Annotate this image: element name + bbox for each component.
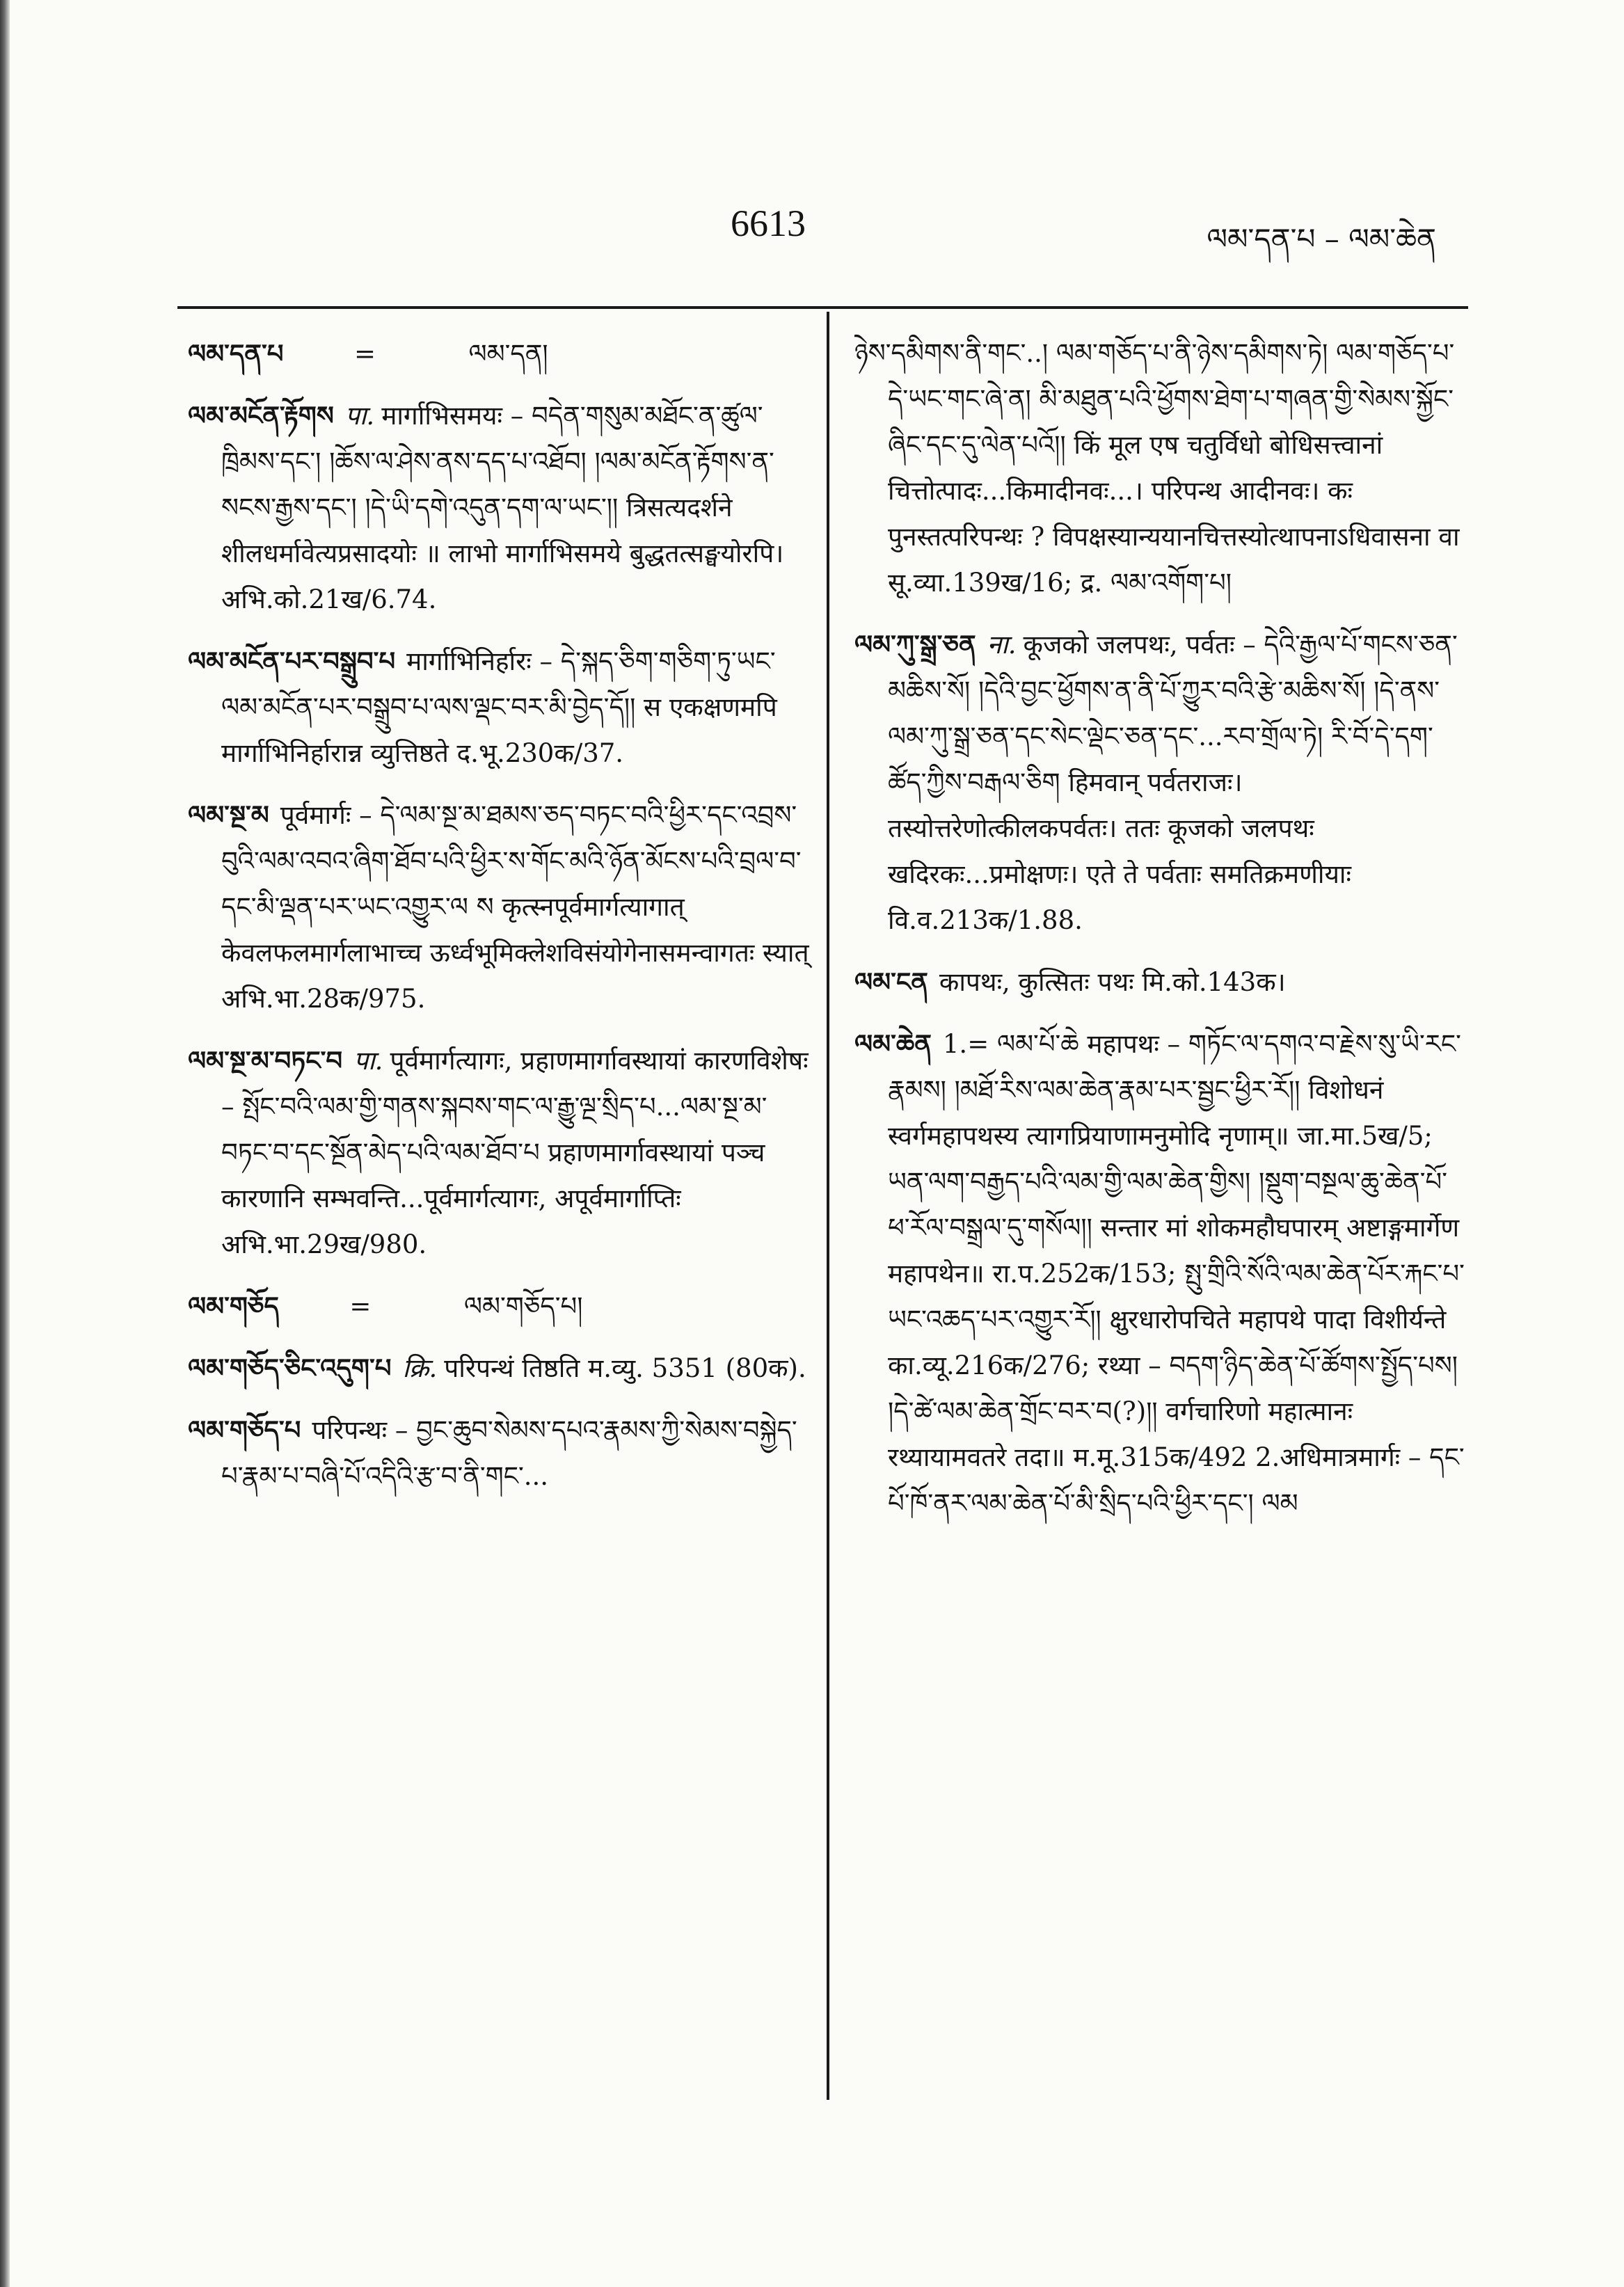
entry-body: ཉེས་དམིགས་ནི་གང་..། ལམ་གཅོད་པ་ནི་ཉེས་དམིགས་ཏེ། ལམ་གཅོད་པ་དེ་ཡང་གང་ཞེ་ན། མི་མཐུན་པའི་ཕྱོགས་ཐེག་པ་གཞན་གྱི་སེམས་སྐྱོང་ཞིང་དང་དུ་ལེན་པའོ།། किं मूल एष चतुर्विधो बोधिसत्त्वानां चित्तोत्पादः...किमादीनवः...। परिपन्थ आदीनवः। कः पुनस्तत्परिपन्थः ? विपक्षस्यान्ययानचित्तस्योत्थापनाऽधिवासना वा सू.व्या.139ख/16; द्र. ལམ་འགོག་པ། — [854, 338, 1460, 598]
dictionary-entry — [188, 330, 814, 377]
running-head: ལམ་དན་པ – ལམ་ཆེན — [1207, 222, 1436, 256]
dictionary-entry — [188, 1407, 814, 1499]
dictionary-entry — [188, 392, 814, 623]
headword: ལམ་གཅོད་པ — [188, 1415, 301, 1445]
grammar-label: पा. — [344, 401, 375, 431]
headword: ལམ་ངན — [854, 966, 928, 997]
grammar-label: क्रि. — [402, 1353, 438, 1383]
grammar-label: पा. — [353, 1046, 383, 1076]
entry-body: परिपन्थं तिष्ठति म.व्यु. 5351 (80क). — [444, 1353, 806, 1383]
grammar-label: ना. — [987, 630, 1017, 660]
header-rule — [177, 306, 1468, 309]
dictionary-entry — [188, 1283, 814, 1330]
dictionary-entry — [188, 792, 814, 1022]
column-divider — [827, 312, 829, 2100]
headword: ལམ་ཆེན — [854, 1028, 932, 1059]
dictionary-entry — [188, 1037, 814, 1268]
headword: ལམ་གཅོད་ཅིང་འདུག་པ — [188, 1353, 392, 1383]
headword: ལམ་གཅོད — [188, 1291, 279, 1321]
headword: ལམ་མངོན་པར་བསྒྲུབ་པ — [188, 646, 396, 676]
right-column — [854, 330, 1467, 2153]
dictionary-entry — [854, 621, 1467, 943]
scan-shadow-edge — [0, 0, 10, 2287]
entry-body: परिपन्थः – བྱང་ཆུབ་སེམས་དཔའ་རྣམས་ཀྱི་སེམས་བསྐྱེད་པ་རྣམ་པ་བཞི་པོ་འདིའི་རྩ་བ་ནི་གང་... — [221, 1415, 797, 1491]
entry-body: पूर्वमार्गत्यागः, प्रहाणमार्गावस्थायां कारणविशेषः – སྤོང་བའི་ལམ་གྱི་གནས་སྐབས་གང་ལ་རྒྱུ་ལྔ་སྲིད་པ...ལམ་སྔ་མ་བཏང་བ་དང་སྔོན་མེད་པའི་ལམ་ཐོབ་པ प्रहाणमार्गावस्थायां पञ्च कारणानि सम्भवन्ति...पूर्वमार्गत्यागः, अपूर्वमार्गाप्तिः अभि.भा.29ख/980. — [221, 1046, 809, 1259]
equals-sign: = — [353, 339, 376, 369]
dictionary-entry — [854, 1021, 1467, 1527]
entry-body: पूर्वमार्गः – དེ་ལམ་སྔ་མ་ཐམས་ཅད་བཏང་བའི་ཕྱིར་དང་འབྲས་བུའི་ལམ་འབའ་ཞིག་ཐོབ་པའི་ཕྱིར་ས་གོང་མའི་ཉོན་མོངས་པའི་བྲལ་བ་དང་མི་ལྡན་པར་ཡང་འགྱུར་ལ ས कृत्स्नपूर्वमार्गत्यागात् केवलफलमार्गलाभाच्च ऊर्ध्वभूमिक्लेशविसंयोगेनासमन्वागतः स्यात् अभि.भा.28क/975. — [221, 800, 809, 1014]
entry-body: 1.= ལམ་པོ་ཆེ महापथः – གཏོང་ལ་དགའ་བ་རྗེས་སུ་ཡི་རང་རྣམས། །མཐོ་རིས་ལམ་ཆེན་རྣམ་པར་སྦྱང་ཕྱིར་རོ།། विशोधनं स्वर्गमहापथस्य त्यागप्रियाणामनुमोदि नृणाम्॥ जा.मा.5ख/5; ཡན་ལག་བརྒྱད་པའི་ལམ་གྱི་ལམ་ཆེན་གྱིས། །སྡུག་བསྔལ་ཆུ་ཆེན་པོ་ཕ་རོལ་བསྒྲལ་དུ་གསོལ།། सन्तार मां शोकमहौघपारम् अष्टाङ्गमार्गेण महापथेन॥ रा.प.252क/153; སྤུ་གྲིའི་སོའི་ལམ་ཆེན་པོར་རྐང་པ་ཡང་འཆད་པར་འགྱུར་རོ།། क्षुरधारोपचिते महापथे पादा विशीर्यन्ते का.व्यू.216क/276; रथ्या – བདག་ཉིད་ཆེན་པོ་ཚོགས་སྤྱོད་པས། །དེ་ཚེ་ལམ་ཆེན་གྲོང་བར་བ(?)།། वर्गचारिणो महात्मानः रथ्यायामवतरे तदा॥ म.मू.315क/492 2.अधिमात्रमार्गः – དང་པོ་ཁོ་ནར་ལམ་ཆེན་པོ་མི་སྲིད་པའི་ཕྱིར་དང་། ལམ — [888, 1029, 1465, 1518]
equals-sign: = — [349, 1291, 372, 1321]
dictionary-entry — [854, 330, 1467, 606]
entry-body: मार्गाभिनिर्हारः – དེ་སྐད་ཅིག་གཅིག་ཏུ་ཡང་ལམ་མངོན་པར་བསྒྲུབ་པ་ལས་ལྡང་བར་མི་བྱེད་དོ།། स एकक्षणमपि मार्गाभिनिर्हारान्न व्युत्तिष्ठते द.भू.230क/37. — [221, 646, 777, 768]
headword: ལམ་སྔ་མ — [188, 799, 269, 830]
dictionary-entry — [188, 638, 814, 776]
entry-body: ལམ་གཅོད་པ། — [463, 1291, 583, 1321]
headword: ལམ་དན་པ — [188, 338, 284, 369]
page-number: 6613 — [731, 202, 806, 244]
entry-body: मार्गाभिसमयः – བདེན་གསུམ་མཐོང་ན་ཚུལ་ཁྲིམས་དང་། །ཆོས་ལ་ཤེས་ནས་དད་པ་འཐོབ། །ལམ་མངོན་རྟོགས་ན་སངས་རྒྱས་དང་། །དེ་ཡི་དགེ་འདུན་དག་ལ་ཡང་།། त्रिसत्यदर्शने शीलधर्मावेत्यप्रसादयोः ॥ लाभो मार्गाभिसमये बुद्धतत्सङ्घयोरपि। अभि.को.21ख/6.74. — [221, 401, 784, 614]
entry-body: ལམ་དན། — [468, 339, 548, 369]
headword: ལམ་མངོན་རྟོགས — [188, 400, 334, 431]
headword: ལམ་སྔ་མ་བཏང་བ — [188, 1045, 343, 1076]
entry-body: कूजको जलपथः, पर्वतः – དེའི་རྒྱལ་པོ་གངས་ཅན་མཆིས་སོ། །དེའི་བྱང་ཕྱོགས་ན་ནི་པོ་ཀྱུར་བའི་རྩེ་མཆིས་སོ། །དེ་ནས་ལམ་ཀུ་སྒྲ་ཅན་དང་སེང་ལྡེང་ཅན་དང་...རབ་གྲོལ་ཏེ། རི་བོ་དེ་དག་ཚོད་ཀྱིས་བརྒལ་ཅིག हिमवान् पर्वतराजः। तस्योत्तरेणोत्कीलकपर्वतः। ततः कूजको जलपथः खदिरकः...प्रमोक्षणः। एते ते पर्वताः समतिक्रमणीयाः वि.व.213क/1.88. — [888, 630, 1458, 935]
left-column — [188, 330, 814, 2153]
headword: ལམ་ཀུ་སྒྲ་ཅན — [854, 629, 976, 660]
entry-body: कापथः, कुत्सितः पथः मि.को.143क। — [939, 967, 1286, 997]
dictionary-entry — [854, 959, 1467, 1005]
dictionary-entry — [188, 1345, 814, 1392]
